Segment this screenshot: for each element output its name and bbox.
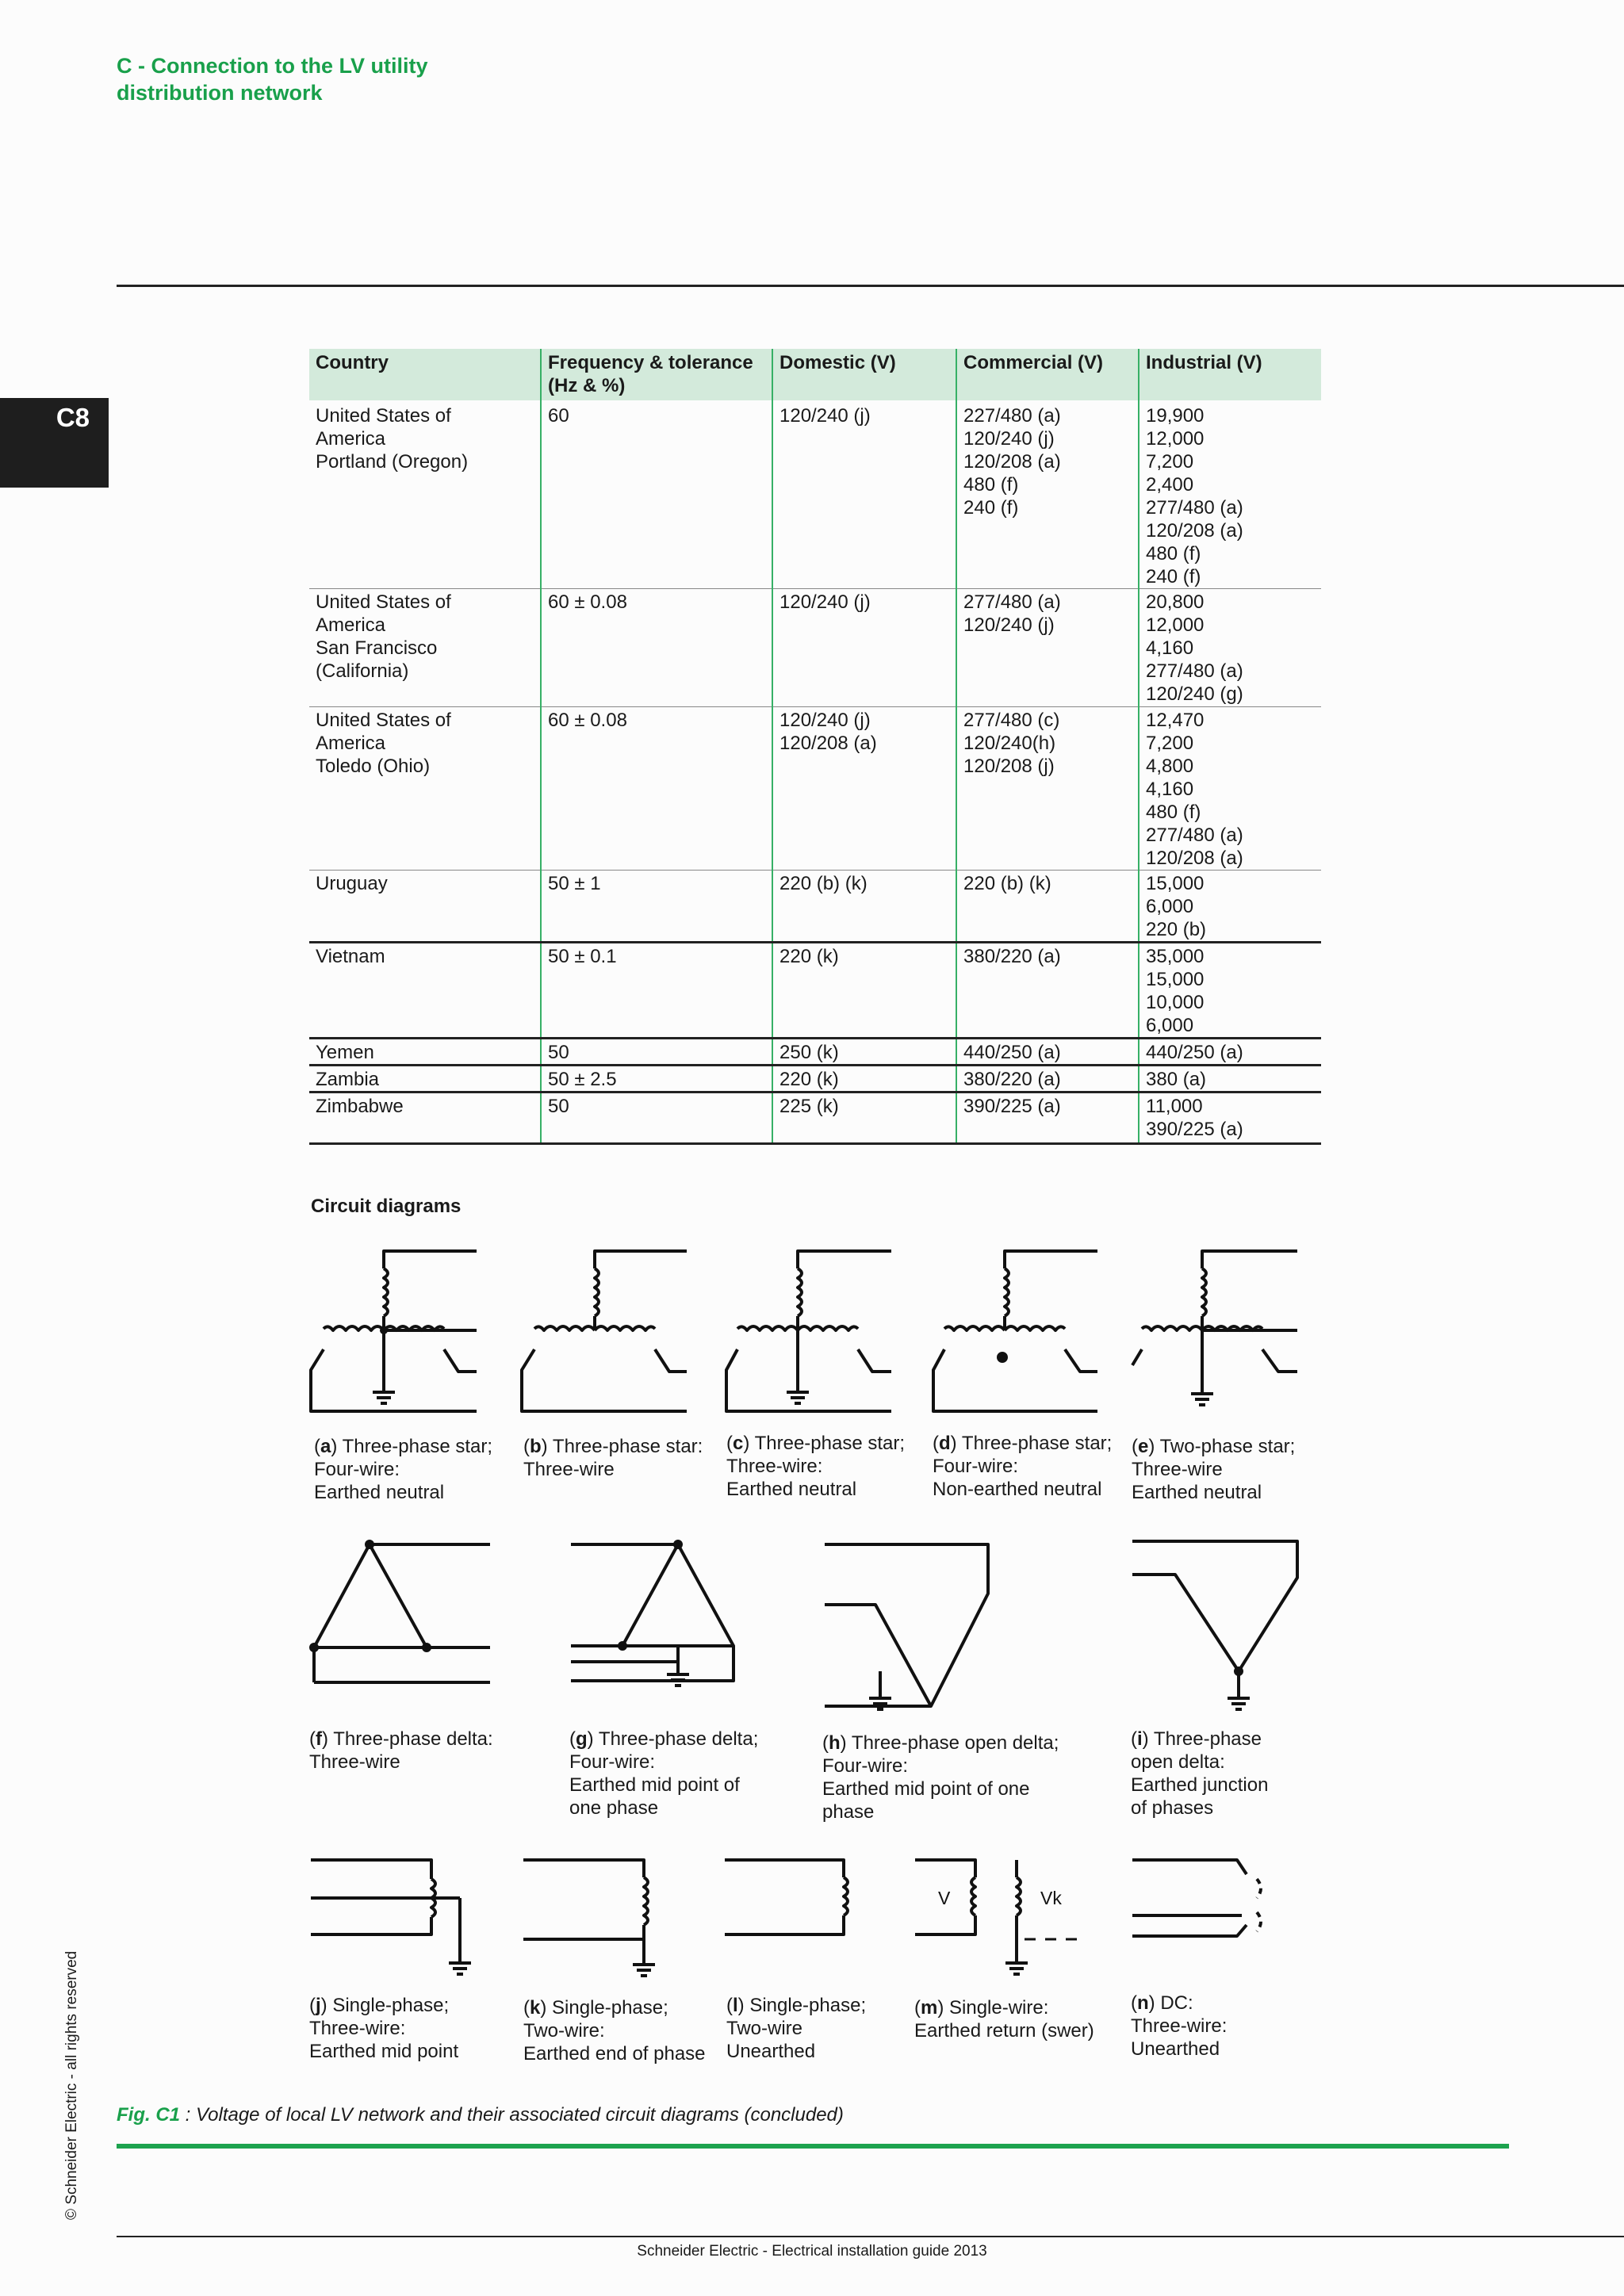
- circuit-diagrams-title: Circuit diagrams: [311, 1196, 462, 1217]
- caption-line: (e) Two-phase star;: [1132, 1436, 1296, 1457]
- caption-m: [914, 1996, 1094, 2042]
- caption-k: [523, 1996, 706, 2065]
- cell-line: 480 (f): [1146, 543, 1201, 564]
- caption-text: Three-phase star;: [342, 1436, 493, 1457]
- caption-line: Three-wire: [523, 1459, 615, 1480]
- cell-line: 20,800: [1146, 591, 1205, 613]
- caption-letter: j: [316, 1995, 321, 2016]
- caption-letter: c: [733, 1433, 744, 1454]
- column-header: Frequency & tolerance (Hz & %): [541, 349, 772, 400]
- cell-line: 6,000: [1146, 1015, 1194, 1036]
- caption-text: Three-phase star:: [552, 1436, 703, 1457]
- caption-b: [523, 1435, 703, 1481]
- caption-line: Earthed return (swer): [914, 2020, 1094, 2042]
- cell-line: 15,000: [1146, 969, 1205, 990]
- caption-line: Earthed mid point of one: [822, 1778, 1030, 1800]
- cell-line: United States of: [316, 591, 451, 613]
- diagram-e-two-phase-star: [1132, 1251, 1297, 1405]
- column-header: Commercial (V): [956, 349, 1139, 400]
- caption-c: [726, 1432, 905, 1501]
- cell-line: 120/240 (j): [963, 428, 1055, 450]
- page-tab-label: C8: [56, 403, 90, 432]
- cell-line: 380/220 (a): [963, 1069, 1061, 1090]
- caption-line: of phases: [1131, 1797, 1214, 1819]
- cell-line: 225 (k): [779, 1096, 839, 1117]
- caption-a: [314, 1435, 492, 1504]
- cell-line: 120/240 (j): [779, 591, 871, 613]
- caption-line: Three-wire: [309, 1751, 400, 1773]
- diagram-c-three-phase-star-earthed: [726, 1251, 891, 1411]
- caption-line: (a) Three-phase star;: [314, 1436, 493, 1457]
- cell-line: 380/220 (a): [963, 946, 1061, 967]
- cell-line: United States of: [316, 710, 451, 731]
- diagram-k-single-phase-two-wire: [523, 1860, 655, 1976]
- cell-line: 240 (f): [1146, 566, 1201, 587]
- caption-line: Four-wire:: [314, 1459, 400, 1480]
- caption-text: Single-wire:: [949, 1997, 1049, 2019]
- column-header: Domestic (V): [772, 349, 956, 400]
- caption-line: (i) Three-phase: [1131, 1728, 1262, 1750]
- cell-line: Yemen: [316, 1042, 374, 1063]
- cell-line: Zimbabwe: [316, 1096, 404, 1117]
- figure-number: Fig. C1: [117, 2104, 181, 2126]
- caption-line: Unearthed: [726, 2041, 816, 2062]
- caption-letter: l: [733, 1995, 738, 2016]
- figure-divider: [117, 2144, 1509, 2149]
- cell-line: 277/480 (a): [963, 591, 1061, 613]
- cell-line: Vietnam: [316, 946, 385, 967]
- cell-line: 50: [548, 1042, 569, 1063]
- cell-line: Toledo (Ohio): [316, 756, 431, 777]
- diagram-j-single-phase-three-wire: [311, 1860, 471, 1974]
- caption-line: (h) Three-phase open delta;: [822, 1732, 1059, 1754]
- caption-line: Three-wire:: [1131, 2015, 1228, 2037]
- diagram-g-three-phase-delta-earthed-mid: [571, 1541, 733, 1686]
- caption-line: open delta:: [1131, 1751, 1225, 1773]
- caption-line: Unearthed: [1131, 2038, 1220, 2060]
- caption-line: Earthed neutral: [314, 1482, 445, 1503]
- caption-e: [1132, 1435, 1295, 1504]
- caption-letter: n: [1137, 1992, 1149, 2014]
- cell-line: Uruguay: [316, 873, 388, 894]
- figure-caption-text: : Voltage of local LV network and their associated circuit diagrams (concluded): [180, 2104, 844, 2126]
- cell-line: 480 (f): [963, 474, 1019, 496]
- cell-line: 220 (k): [779, 1069, 839, 1090]
- caption-letter: a: [320, 1436, 331, 1457]
- caption-line: (c) Three-phase star;: [726, 1433, 906, 1454]
- cell-line: 35,000: [1146, 946, 1205, 967]
- cell-line: 4,800: [1146, 756, 1194, 777]
- cell-line: 277/480 (c): [963, 710, 1060, 731]
- cell-line: 220 (b): [1146, 919, 1207, 940]
- caption-line: Earthed mid point of: [569, 1774, 740, 1796]
- cell-line: 50 ± 0.1: [548, 946, 617, 967]
- cell-line: 390/225 (a): [1146, 1119, 1243, 1140]
- cell-line: America: [316, 733, 386, 754]
- section-header-line2: distribution network: [117, 81, 323, 105]
- cell-line: 60: [548, 405, 569, 427]
- cell-line: 12,470: [1146, 710, 1205, 731]
- column-header: Country: [309, 349, 541, 400]
- caption-line: Four-wire:: [822, 1755, 909, 1777]
- cell-line: 277/480 (a): [1146, 497, 1243, 519]
- caption-letter: i: [1137, 1728, 1143, 1750]
- caption-line: (f) Three-phase delta:: [309, 1728, 493, 1750]
- column-header: Industrial (V): [1139, 349, 1321, 400]
- caption-letter: m: [921, 1997, 938, 2019]
- caption-letter: g: [576, 1728, 588, 1750]
- cell-line: 120/208 (a): [1146, 520, 1243, 541]
- caption-line: (j) Single-phase;: [309, 1995, 450, 2016]
- caption-line: (l) Single-phase;: [726, 1995, 867, 2016]
- cell-line: 390/225 (a): [963, 1096, 1061, 1117]
- cell-line: 120/240 (j): [779, 710, 871, 731]
- cell-line: United States of: [316, 405, 451, 427]
- caption-line: Two-wire: [726, 2018, 803, 2039]
- label-m-vk: Vk: [1040, 1888, 1062, 1908]
- caption-text: Two-phase star;: [1159, 1436, 1296, 1457]
- caption-line: Earthed neutral: [1132, 1482, 1262, 1503]
- caption-letter: k: [530, 1997, 541, 2019]
- diagram-a-three-phase-star-four-wire: [311, 1251, 477, 1411]
- diagram-b-three-phase-star-three-wire: [522, 1251, 687, 1411]
- cell-line: 277/480 (a): [1146, 660, 1243, 682]
- caption-text: Three-phase star;: [754, 1433, 906, 1454]
- cell-line: (California): [316, 660, 409, 682]
- cell-line: 120/208 (j): [963, 756, 1055, 777]
- footer: [0, 2243, 1624, 2260]
- caption-line: (g) Three-phase delta;: [569, 1728, 759, 1750]
- cell-line: 240 (f): [963, 497, 1019, 519]
- caption-line: Two-wire:: [523, 2020, 605, 2042]
- cell-line: Zambia: [316, 1069, 380, 1090]
- cell-line: 220 (b) (k): [963, 873, 1051, 894]
- caption-d: [933, 1432, 1112, 1501]
- cell-line: 220 (k): [779, 946, 839, 967]
- cell-line: 220 (b) (k): [779, 873, 868, 894]
- cell-line: 50: [548, 1096, 569, 1117]
- cell-line: 120/208 (a): [1146, 848, 1243, 869]
- caption-line: (k) Single-phase;: [523, 1997, 668, 2019]
- caption-text: Three-phase star;: [961, 1433, 1113, 1454]
- cell-line: 227/480 (a): [963, 405, 1061, 427]
- caption-text: DC:: [1160, 1992, 1193, 2014]
- caption-text: Single-phase;: [332, 1995, 450, 2016]
- cell-line: 15,000: [1146, 873, 1205, 894]
- cell-line: 60 ± 0.08: [548, 710, 627, 731]
- caption-text: Single-phase;: [552, 1997, 668, 2019]
- cell-line: 277/480 (a): [1146, 825, 1243, 846]
- caption-line: Three-wire:: [309, 2018, 406, 2039]
- caption-letter: b: [530, 1436, 542, 1457]
- cell-line: 12,000: [1146, 614, 1205, 636]
- caption-line: Three-wire: [1132, 1459, 1223, 1480]
- cell-line: 4,160: [1146, 779, 1194, 800]
- figure-caption: [117, 2104, 844, 2126]
- caption-line: Four-wire:: [569, 1751, 656, 1773]
- cell-line: 19,900: [1146, 405, 1205, 427]
- diagram-m-single-wire-earthed-return: [915, 1860, 1077, 1974]
- cell-line: 120/240(h): [963, 733, 1056, 754]
- cell-line: 480 (f): [1146, 802, 1201, 823]
- caption-line: (d) Three-phase star;: [933, 1433, 1113, 1454]
- diagram-l-single-phase-unearthed: [725, 1860, 848, 1934]
- caption-g: [569, 1728, 758, 1820]
- section-header-line1: C - Connection to the LV utility: [117, 54, 428, 78]
- caption-text: Three-phase delta:: [333, 1728, 493, 1750]
- caption-text: Single-phase;: [749, 1995, 867, 2016]
- cell-line: 440/250 (a): [963, 1042, 1061, 1063]
- diagram-i-three-phase-open-delta-earthed-junction: [1132, 1541, 1297, 1709]
- cell-line: 120/240 (j): [963, 614, 1055, 636]
- cell-line: 2,400: [1146, 474, 1194, 496]
- diagram-f-three-phase-delta: [311, 1541, 490, 1682]
- caption-line: Four-wire:: [933, 1456, 1019, 1477]
- cell-line: San Francisco: [316, 637, 438, 659]
- cell-line: 60 ± 0.08: [548, 591, 627, 613]
- cell-line: 6,000: [1146, 896, 1194, 917]
- cell-line: 380 (a): [1146, 1069, 1207, 1090]
- caption-text: Three-phase open delta;: [851, 1732, 1059, 1754]
- label-m-v: V: [938, 1888, 951, 1908]
- cell-line: 10,000: [1146, 992, 1205, 1013]
- caption-letter: e: [1138, 1436, 1149, 1457]
- caption-letter: h: [829, 1732, 841, 1754]
- cell-line: 4,160: [1146, 637, 1194, 659]
- cell-line: 7,200: [1146, 451, 1194, 473]
- cell-line: 440/250 (a): [1146, 1042, 1243, 1063]
- caption-line: Earthed junction: [1131, 1774, 1269, 1796]
- caption-line: Three-wire:: [726, 1456, 823, 1477]
- cell-line: Portland (Oregon): [316, 451, 469, 473]
- caption-text: Three-phase delta;: [598, 1728, 759, 1750]
- diagram-d-three-phase-star-non-earthed: [933, 1251, 1097, 1411]
- cell-line: 50 ± 1: [548, 873, 601, 894]
- caption-line: Earthed neutral: [726, 1479, 857, 1500]
- cell-line: America: [316, 614, 386, 636]
- caption-line: Earthed end of phase: [523, 2043, 706, 2064]
- footer-text: Schneider Electric - Electrical installation guide 2013: [637, 2243, 987, 2260]
- caption-text: Three-phase: [1153, 1728, 1262, 1750]
- cell-line: 11,000: [1146, 1096, 1203, 1117]
- caption-l: [726, 1994, 866, 2063]
- caption-letter: d: [939, 1433, 951, 1454]
- cell-line: 7,200: [1146, 733, 1194, 754]
- caption-letter: f: [316, 1728, 322, 1750]
- cell-line: 250 (k): [779, 1042, 839, 1063]
- cell-line: 12,000: [1146, 428, 1205, 450]
- footer-divider: [117, 2236, 1624, 2237]
- cell-line: 120/208 (a): [779, 733, 877, 754]
- cell-line: 120/208 (a): [963, 451, 1061, 473]
- cell-line: 120/240 (j): [779, 405, 871, 427]
- caption-line: Non-earthed neutral: [933, 1479, 1102, 1500]
- caption-line: Earthed mid point: [309, 2041, 459, 2062]
- diagram-n-dc-three-wire: [1132, 1860, 1261, 1936]
- caption-line: one phase: [569, 1797, 659, 1819]
- caption-line: (m) Single-wire:: [914, 1997, 1049, 2019]
- caption-j: [309, 1994, 458, 2063]
- cell-line: America: [316, 428, 386, 450]
- caption-h: [822, 1732, 1059, 1823]
- cell-line: 120/240 (g): [1146, 683, 1243, 705]
- caption-i: [1131, 1728, 1268, 1820]
- cell-line: 50 ± 2.5: [548, 1069, 617, 1090]
- caption-n: [1131, 1992, 1227, 2061]
- caption-line: (n) DC:: [1131, 1992, 1193, 2014]
- caption-line: (b) Three-phase star:: [523, 1436, 703, 1457]
- copyright-notice: © Schneider Electric - all rights reserved: [63, 1950, 80, 2220]
- caption-f: [309, 1728, 493, 1774]
- caption-line: phase: [822, 1801, 875, 1823]
- diagram-h-three-phase-open-delta: [825, 1544, 988, 1709]
